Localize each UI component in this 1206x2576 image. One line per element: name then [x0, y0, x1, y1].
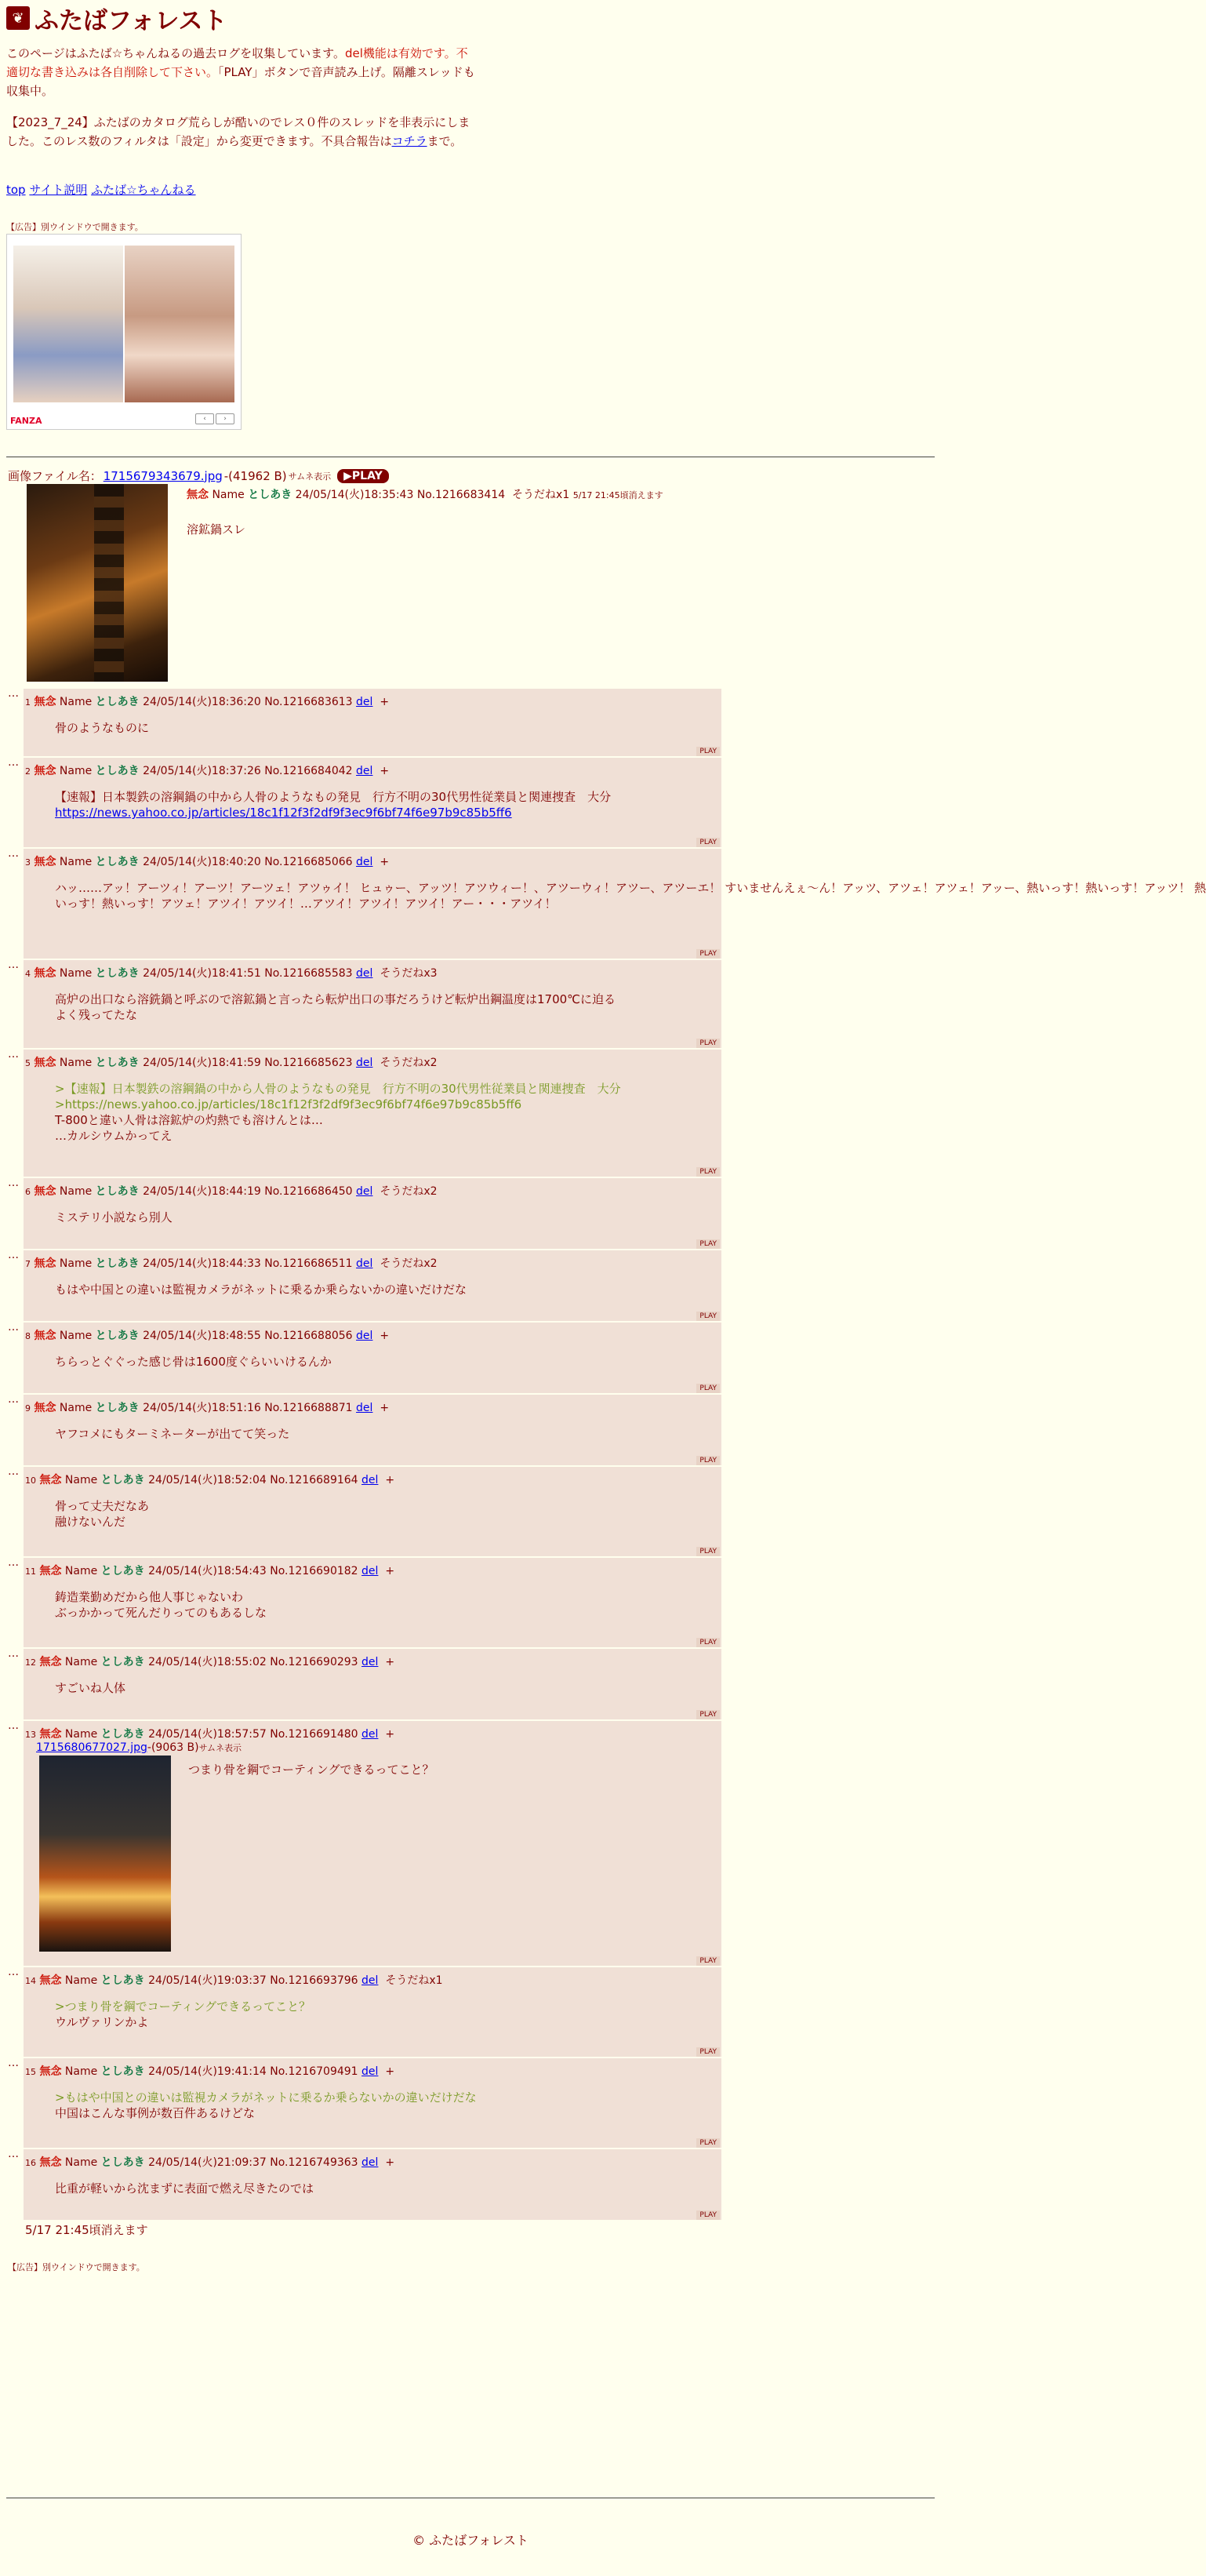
text-line: ウルヴァリンかよ — [55, 2015, 149, 2029]
reply-header — [25, 965, 438, 981]
site-title[interactable]: ふたばフォレスト — [35, 6, 227, 35]
reply-name: としあき — [100, 1656, 145, 1668]
chain-graphic — [94, 484, 124, 682]
reply-no: No.1216709491 — [270, 2065, 358, 2078]
reply-body — [55, 880, 1206, 911]
op-play-button[interactable]: ▶ PLAY — [337, 469, 389, 483]
reply-date: 24/05/14(火)19:03:37 — [148, 1974, 267, 1987]
reply-number: 14 — [25, 1976, 36, 1986]
reply-name-label: Name — [64, 2065, 98, 2078]
ad-label-bottom: 【広告】別ウインドウで開きます。 — [8, 2262, 145, 2272]
reply-7 — [24, 1250, 721, 1321]
reply-sodane[interactable]: そうだねx3 — [380, 967, 438, 980]
reply-number: 13 — [25, 1730, 36, 1740]
reply-sodane[interactable]: + — [385, 2065, 395, 2078]
reply-sodane[interactable]: + — [380, 856, 390, 868]
reply-name-label: Name — [64, 1565, 98, 1577]
op-text: 溶鉱鍋スレ — [187, 522, 246, 537]
reply-body — [55, 991, 616, 1023]
reply-name: としあき — [100, 2156, 145, 2169]
expire-notice: 5/17 21:45頃消えます — [25, 2223, 148, 2237]
op-image[interactable] — [27, 484, 168, 682]
reply-name: としあき — [100, 1474, 145, 1486]
text-line: ヤフコメにもターミネーターが出てて笑った — [55, 1427, 290, 1441]
reply-dots: … — [8, 687, 18, 700]
reply-no: No.1216684042 — [264, 765, 353, 777]
reply-number: 11 — [25, 1566, 36, 1577]
reply-name: としあき — [100, 1565, 145, 1577]
reply-header — [25, 1654, 394, 1669]
reply-header — [25, 1972, 443, 1988]
reply-dots: … — [8, 847, 18, 860]
play-icon: ▶ — [343, 469, 352, 482]
reply-del-link[interactable]: del — [356, 696, 373, 708]
reply-body — [55, 1999, 311, 2030]
reply-file-line — [36, 1741, 242, 1754]
reply-date: 24/05/14(火)18:40:20 — [143, 856, 261, 868]
reply-number: 7 — [25, 1259, 31, 1269]
reply-body — [55, 1282, 467, 1297]
reply-subject: 無念 — [39, 1474, 62, 1486]
reply-subject: 無念 — [39, 1974, 62, 1987]
reply-sodane[interactable]: + — [385, 1474, 395, 1486]
reply-10 — [24, 1467, 721, 1556]
reply-no: No.1216749363 — [270, 2156, 358, 2169]
quote-line: >https://news.yahoo.co.jp/articles/18c1f12f3f2df9f3ec9f6bf74f6e97b9c85b5ff6 — [55, 1097, 522, 1112]
reply-del-link[interactable]: del — [356, 856, 373, 868]
reply-header — [25, 1054, 438, 1070]
reply-body — [55, 1081, 621, 1144]
reply-name-label: Name — [59, 1185, 93, 1198]
op-sodane[interactable]: そうだねx1 — [512, 489, 570, 501]
reply-body — [55, 1680, 125, 1696]
reply-body — [188, 1762, 434, 1777]
reply-15 — [24, 2058, 721, 2148]
top-nav — [6, 180, 477, 199]
reply-body — [55, 1498, 149, 1530]
reply-body — [55, 1426, 289, 1442]
reply-sodane[interactable]: そうだねx2 — [380, 1185, 438, 1198]
reply-subject: 無念 — [34, 765, 56, 777]
reply-sodane[interactable]: + — [385, 1656, 395, 1668]
reply-header — [25, 1399, 389, 1415]
quote-line: >つまり骨を鋼でコーティングできるってこと？ — [55, 1999, 311, 2014]
reply-subject: 無念 — [39, 1565, 62, 1577]
reply-name-label: Name — [59, 765, 93, 777]
reply-3 — [24, 849, 1206, 959]
reply-header — [25, 1327, 389, 1343]
reply-number: 9 — [25, 1403, 31, 1414]
reply-13 — [24, 1721, 721, 1966]
reply-12 — [24, 1649, 721, 1719]
op-header: 無念 Name としあき 24/05/14(火)18:35:43 No.1216683414 そうだねx1 5/17 21:45頃消えます — [187, 489, 663, 501]
site-header — [6, 5, 227, 35]
reply-subject: 無念 — [34, 1257, 56, 1270]
reply-body — [55, 2090, 477, 2121]
reply-number: 15 — [25, 2067, 36, 2077]
reply-dots: … — [8, 1177, 18, 1189]
reply-sodane[interactable]: + — [385, 2156, 395, 2169]
text-line: いっす！熱いっす！アツェ！アツイ！アツイ！…アツイ！アツイ！アツイ！アー・・・アツイ！ — [55, 897, 557, 911]
reply-6 — [24, 1178, 721, 1249]
reply-date: 24/05/14(火)18:48:55 — [143, 1330, 261, 1342]
reply-date: 24/05/14(火)18:54:43 — [148, 1565, 267, 1577]
reply-subject: 無念 — [34, 967, 56, 980]
reply-name: としあき — [95, 765, 140, 777]
reply-dots: … — [8, 1393, 18, 1406]
reply-no: No.1216685583 — [264, 967, 353, 980]
ad-image-right[interactable] — [125, 246, 234, 402]
reply-name: としあき — [95, 1402, 140, 1414]
reply-name-label: Name — [59, 856, 93, 868]
reply-number: 2 — [25, 766, 31, 777]
reply-no: No.1216686450 — [264, 1185, 353, 1198]
reply-name-label: Name — [64, 1728, 98, 1741]
reply-name: としあき — [95, 696, 140, 708]
text-line: 骨のようなものに — [55, 721, 150, 735]
reply-dots: … — [8, 1556, 18, 1569]
reply-dots: … — [8, 1249, 18, 1261]
reply-play-button[interactable]: PLAY — [696, 747, 720, 756]
reply-date: 24/05/14(火)18:41:59 — [143, 1057, 261, 1069]
reply-file-link[interactable]: 1715680677027.jpg — [36, 1741, 147, 1754]
reply-2 — [24, 758, 721, 847]
ad-brand-logo: FANZA — [10, 416, 42, 426]
reply-play-button[interactable]: PLAY — [696, 838, 720, 847]
reply-no: No.1216693796 — [270, 1974, 358, 1987]
reply-dots: … — [8, 1465, 18, 1478]
reply-dots: … — [8, 756, 18, 769]
reply-play-button[interactable]: PLAY — [696, 1384, 720, 1393]
reply-header — [25, 1472, 394, 1487]
reply-subject: 無念 — [34, 1185, 56, 1198]
reply-body — [55, 1589, 267, 1621]
op-file-link[interactable]: 1715679343679.jpg — [103, 468, 223, 483]
reply-4 — [24, 960, 721, 1048]
reply-subject: 無念 — [34, 1402, 56, 1414]
reply-body — [55, 720, 149, 736]
reply-no: No.1216683613 — [264, 696, 353, 708]
reply-play-button[interactable]: PLAY — [696, 1956, 720, 1966]
reply-14 — [24, 1967, 721, 2057]
reply-dots: … — [8, 2057, 18, 2069]
reply-date: 24/05/14(火)18:51:16 — [143, 1402, 261, 1414]
ad-next-icon[interactable]: › — [216, 413, 234, 424]
reply-play-button[interactable]: PLAY — [696, 1239, 720, 1249]
intro-text: このページはふたば☆ちゃんねるの過去ログを収集しています。del機能は有効です。不適切な書き込みは各自削除して下さい。「PLAY」ボタンで音声読み上げ。隔離スレッドも収集中。 — [6, 46, 475, 98]
reply-subject: 無念 — [34, 1330, 56, 1342]
reply-name: としあき — [95, 1057, 140, 1069]
reply-date: 24/05/14(火)18:44:19 — [143, 1185, 261, 1198]
nav-futaba-link[interactable]: ふたば☆ちゃんねる — [91, 183, 196, 197]
reply-name-label: Name — [59, 1402, 93, 1414]
reply-name-label: Name — [59, 1330, 93, 1342]
quote-line: >【速報】日本製鉄の溶鋼鍋の中から人骨のようなもの発見 行方不明の30代男性従業員と関連捜査 大分 — [55, 1082, 621, 1096]
reply-date: 24/05/14(火)18:52:04 — [148, 1474, 267, 1486]
reply-no: No.1216685066 — [264, 856, 353, 868]
text-line: 【速報】日本製鉄の溶鋼鍋の中から人骨のようなもの発見 行方不明の30代男性従業員と関連捜査 大分 — [55, 790, 612, 804]
reply-play-button[interactable]: PLAY — [696, 1167, 720, 1177]
reply-header — [25, 2063, 394, 2079]
reply-no: No.1216690293 — [270, 1656, 358, 1668]
reply-header — [25, 1255, 438, 1271]
reply-sodane[interactable]: そうだねx2 — [380, 1257, 438, 1270]
reply-name: としあき — [95, 856, 140, 868]
reply-del-link[interactable]: del — [361, 1974, 379, 1987]
reply-5 — [24, 1050, 721, 1177]
reply-date: 24/05/14(火)18:44:33 — [143, 1257, 261, 1270]
reply-name-label: Name — [64, 1974, 98, 1987]
text-line: 融けないんだ — [55, 1515, 126, 1529]
reply-date: 24/05/14(火)18:57:57 — [148, 1728, 267, 1741]
reply-name-label: Name — [59, 1257, 93, 1270]
reply-play-button[interactable]: PLAY — [696, 1456, 720, 1465]
reply-subject: 無念 — [39, 1656, 62, 1668]
text-line: 骨って丈夫だなあ — [55, 1499, 150, 1513]
reply-sodane[interactable]: + — [385, 1728, 395, 1741]
reply-header — [25, 853, 389, 869]
reply-number: 12 — [25, 1657, 36, 1668]
reply-no: No.1216685623 — [264, 1057, 353, 1069]
reply-no: No.1216686511 — [264, 1257, 353, 1270]
ad-image-left[interactable] — [13, 246, 123, 402]
text-line: ハッ……アッ！アーツィ！アーツ！アーツェ！アツゥイ！ ヒュゥー、アッツ！アツウィー！、アツーウィ！アツー、アツーエ！ すいませんえぇ〜ん！アッツ、アツェ！アツェ！アッー、熱いっす！熱いっす！アッツ！ 熱 — [55, 881, 1206, 895]
text-line: ミステリ小説なら別人 — [55, 1210, 173, 1224]
site-logo-icon[interactable]: ❦ — [6, 6, 30, 30]
reply-del-link[interactable]: del — [361, 2065, 379, 2078]
reply-play-button[interactable]: PLAY — [696, 949, 720, 959]
reply-number: 4 — [25, 969, 31, 979]
text-line: …カルシウムかってえ — [55, 1129, 173, 1143]
reply-del-link[interactable]: del — [356, 1185, 373, 1198]
quote-line: >もはや中国との違いは監視カメラがネットに乗るか乗らないかの違いだけだな — [55, 2090, 477, 2105]
reply-date: 24/05/14(火)18:36:20 — [143, 696, 261, 708]
text-line: つまり骨を鋼でコーティングできるってこと？ — [188, 1763, 434, 1777]
reply-no: No.1216690182 — [270, 1565, 358, 1577]
reply-body — [55, 2181, 314, 2196]
text-line: すごいね人体 — [55, 1681, 126, 1695]
reply-play-button[interactable]: PLAY — [696, 2047, 720, 2057]
reply-del-link[interactable]: del — [356, 1257, 373, 1270]
reply-name-label: Name — [59, 1057, 93, 1069]
reply-name: としあき — [95, 1185, 140, 1198]
reply-dots: … — [8, 1719, 18, 1732]
report-link[interactable]: コチラ — [391, 134, 427, 148]
reply-date: 24/05/14(火)21:09:37 — [148, 2156, 267, 2169]
reply-name: としあき — [100, 1728, 145, 1741]
reply-dots: … — [8, 1966, 18, 1978]
nav-top-link[interactable]: top — [6, 183, 26, 197]
reply-del-link[interactable]: del — [356, 1330, 373, 1342]
reply-play-button[interactable]: PLAY — [696, 1547, 720, 1556]
reply-no: No.1216689164 — [270, 1474, 358, 1486]
text-line: 鋳造業勤めだから他人事じゃないわ — [55, 1590, 244, 1604]
ad-banner[interactable] — [6, 234, 242, 430]
reply-del-link[interactable]: del — [361, 1565, 379, 1577]
reply-date: 24/05/14(火)18:37:26 — [143, 765, 261, 777]
reply-play-button[interactable]: PLAY — [696, 1039, 720, 1048]
reply-play-button[interactable]: PLAY — [696, 1638, 720, 1647]
reply-del-link[interactable]: del — [361, 2156, 379, 2169]
reply-number: 3 — [25, 857, 31, 868]
reply-name-label: Name — [59, 696, 93, 708]
reply-8 — [24, 1323, 721, 1393]
reply-name-label: Name — [64, 2156, 98, 2169]
reply-sodane[interactable]: そうだねx2 — [380, 1057, 438, 1069]
reply-sodane[interactable]: そうだねx1 — [385, 1974, 443, 1987]
reply-del-link[interactable]: del — [356, 1057, 373, 1069]
reply-16 — [24, 2149, 721, 2220]
reply-no: No.1216691480 — [270, 1728, 358, 1741]
reply-header — [25, 1183, 438, 1199]
reply-dots: … — [8, 2148, 18, 2160]
reply-body — [55, 1354, 332, 1370]
reply-subject: 無念 — [34, 1057, 56, 1069]
ad-label: 【広告】別ウインドウで開きます。 — [6, 222, 143, 232]
text-line: 中国はこんな事例が数百件あるけどな — [55, 2106, 256, 2120]
reply-dots: … — [8, 1647, 18, 1660]
text-line: T-800と違い人骨は溶鉱炉の灼熱でも溶けんとは… — [55, 1113, 323, 1127]
reply-play-button[interactable]: PLAY — [696, 1312, 720, 1321]
reply-11 — [24, 1558, 721, 1647]
text-line: よく残ってたな — [55, 1008, 138, 1022]
reply-del-link[interactable]: del — [361, 1728, 379, 1741]
reply-play-button[interactable]: PLAY — [696, 2210, 720, 2220]
reply-header — [25, 693, 389, 709]
reply-url-link[interactable]: https://news.yahoo.co.jp/articles/18c1f12f3f2df9f3ec9f6bf74f6e97b9c85b5ff6 — [55, 806, 512, 820]
reply-del-link[interactable]: del — [361, 1656, 379, 1668]
reply-name: としあき — [95, 1257, 140, 1270]
reply-name-label: Name — [64, 1656, 98, 1668]
reply-date: 24/05/14(火)18:41:51 — [143, 967, 261, 980]
reply-header — [25, 762, 389, 778]
reply-number: 5 — [25, 1058, 31, 1068]
reply-dots: … — [8, 1048, 18, 1061]
reply-del-link[interactable]: del — [356, 967, 373, 980]
reply-name: としあき — [100, 1974, 145, 1987]
text-line: もはや中国との違いは監視カメラがネットに乗るか乗らないかの違いだけだな — [55, 1283, 467, 1297]
reply-no: No.1216688871 — [264, 1402, 353, 1414]
reply-del-link[interactable]: del — [356, 765, 373, 777]
reply-subject: 無念 — [34, 696, 56, 708]
text-line: ぶっかかって死んだりってのもあるしな — [55, 1606, 267, 1620]
reply-no: No.1216688056 — [264, 1330, 353, 1342]
reply-number: 6 — [25, 1187, 31, 1197]
reply-sodane[interactable]: + — [380, 1330, 390, 1342]
footer-copyright: © ふたばフォレスト — [412, 2533, 529, 2548]
reply-thumb-note: サムネ表示 — [198, 1743, 242, 1753]
reply-name-label: Name — [64, 1474, 98, 1486]
reply-9 — [24, 1395, 721, 1465]
reply-date: 24/05/14(火)18:55:02 — [148, 1656, 267, 1668]
reply-subject: 無念 — [39, 2156, 62, 2169]
reply-image[interactable] — [39, 1756, 171, 1952]
reply-1 — [24, 689, 721, 756]
reply-number: 1 — [25, 697, 31, 708]
reply-number: 10 — [25, 1475, 36, 1486]
reply-header — [25, 1726, 394, 1741]
text-line: ちらっとぐぐった感じ骨は1600度ぐらいいけるんか — [55, 1355, 332, 1369]
reply-name: としあき — [95, 1330, 140, 1342]
reply-sodane[interactable]: + — [380, 765, 390, 777]
reply-number: 8 — [25, 1331, 31, 1341]
ad-prev-icon[interactable]: ‹ — [195, 413, 214, 424]
reply-sodane[interactable]: + — [385, 1565, 395, 1577]
reply-play-button[interactable]: PLAY — [696, 2138, 720, 2148]
reply-subject: 無念 — [39, 1728, 62, 1741]
reply-body — [55, 1210, 173, 1225]
reply-subject: 無念 — [34, 856, 56, 868]
reply-body — [55, 789, 611, 820]
text-line: 高炉の出口なら溶銑鍋と呼ぶので溶鉱鍋と言ったら転炉出口の事だろうけど転炉出鋼温度は1700℃に迫る — [55, 992, 616, 1006]
reply-file-size: -(9063 B) — [147, 1741, 199, 1754]
reply-number: 16 — [25, 2158, 36, 2168]
reply-name-label: Name — [59, 967, 93, 980]
reply-dots: … — [8, 959, 18, 971]
reply-sodane[interactable]: + — [380, 696, 390, 708]
reply-dots: … — [8, 1321, 18, 1333]
reply-date: 24/05/14(火)19:41:14 — [148, 2065, 267, 2078]
nav-about-link[interactable]: サイト説明 — [29, 183, 88, 197]
reply-name: としあき — [100, 2065, 145, 2078]
notice-text: 【2023_7_24】ふたばのカタログ荒らしが酷いのでレス０件のスレッドを非表示にしました。このレス数のフィルタは「設定」から変更できます。不具合報告はコチラまで。 — [6, 115, 470, 148]
op-file-line: 画像ファイル名： 1715679343679.jpg -(41962 B) サムネ表示 ▶ PLAY — [8, 468, 389, 484]
reply-del-link[interactable]: del — [361, 1474, 379, 1486]
text-line: 比重が軽いから沈まずに表面で燃え尽きたのでは — [55, 2181, 314, 2196]
reply-name: としあき — [95, 967, 140, 980]
reply-play-button[interactable]: PLAY — [696, 1710, 720, 1719]
reply-header — [25, 2154, 394, 2170]
reply-subject: 無念 — [39, 2065, 62, 2078]
reply-sodane[interactable]: + — [380, 1402, 390, 1414]
reply-del-link[interactable]: del — [356, 1402, 373, 1414]
reply-header — [25, 1563, 394, 1578]
